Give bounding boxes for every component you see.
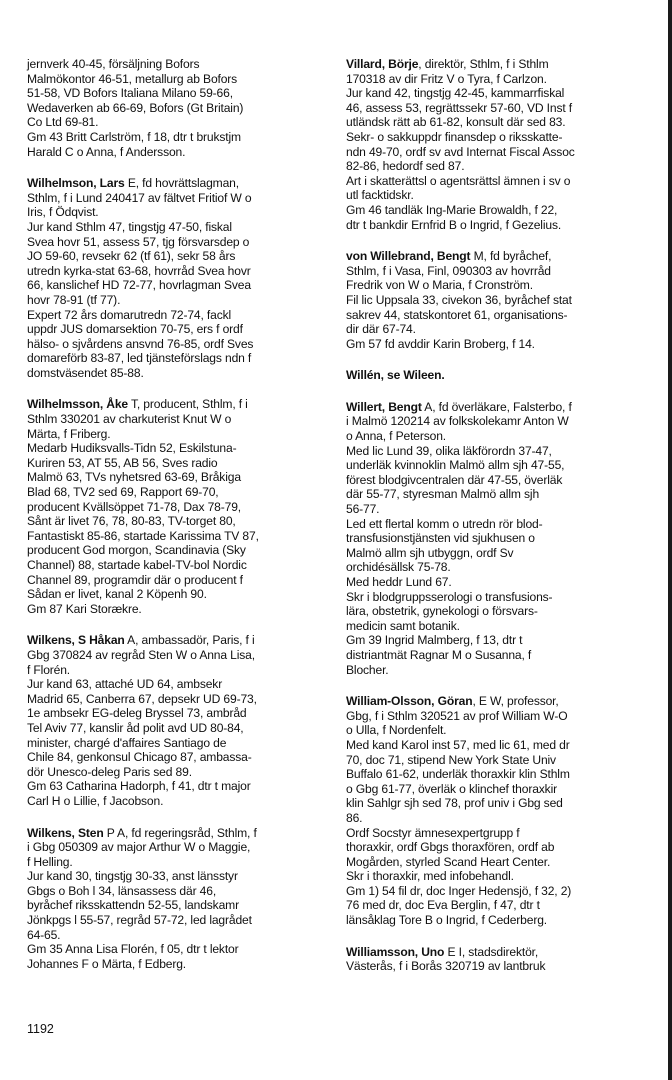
entry-line: jernverk 40-45, försäljning Bofors xyxy=(27,57,200,71)
entry-line: Gm 63 Catharina Hadorph, f 41, dtr t major xyxy=(27,779,251,794)
entry-text: , E W, professor, xyxy=(472,694,559,709)
entry-line: Buffalo 61-62, underläk thoraxkir klin Sthlm xyxy=(346,767,570,782)
entry-name: Wilhelmson, Lars xyxy=(27,176,125,191)
entry-line: dir där 67-74. xyxy=(346,322,416,337)
entry-text: P A, fd regeringsråd, Sthlm, f xyxy=(103,825,257,840)
entry-line xyxy=(27,826,327,841)
entry-line: producent God morgon, Scandinavia (Sky xyxy=(27,543,246,558)
entry-line: Mogården, styrled Scand Heart Center. xyxy=(346,854,551,869)
entry-line xyxy=(346,945,646,960)
entry-line: 66, kanslichef HD 72-77, hovrlagman Svea xyxy=(27,278,251,293)
entry-line: Ordf Socstyr ämnesexpertgrupp f xyxy=(346,825,520,840)
entry-line: 76 med dr, doc Eva Berglin, f 47, dtr t xyxy=(346,898,540,913)
entry-line: ndn 49-70, ordf sv avd Internat Fiscal Assoc xyxy=(346,144,575,159)
entry-line: Blad 68, TV2 sed 69, Rapport 69-70, xyxy=(27,485,219,500)
entry-line: Sthlm, f i Vasa, Finl, 090303 av hovrråd xyxy=(346,263,551,278)
entry-line xyxy=(346,57,646,72)
entry xyxy=(27,633,327,808)
entry xyxy=(27,57,327,159)
entry-name: Wilkens, Sten xyxy=(27,825,104,840)
entry-line: klin Sahlgr sjh sed 78, prof univ i Gbg sed xyxy=(346,796,563,811)
entry-line: Jur kand 30, tingstjg 30-33, anst länsstyr xyxy=(27,869,238,884)
entry-line: där 55-77, styresman Malmö allm sjh xyxy=(346,487,540,502)
entry-line: Malmö allm sjh utbyggn, ordf Sv xyxy=(346,545,514,560)
entry-line: medicin samt botanik. xyxy=(346,618,460,633)
entry-line xyxy=(27,633,327,648)
entry-line: utländsk rätt ab 61-82, konsult där sed 83. xyxy=(346,115,566,130)
entry-line xyxy=(27,176,327,191)
entry-line: i Malmö 120214 av folkskolekamr Anton W xyxy=(346,414,569,429)
entry-line: Tel Aviv 77, kanslir åd polit avd UD 80-84, xyxy=(27,720,244,735)
entry-line: thoraxkir, ordf Gbgs thoraxfören, ordf ab xyxy=(346,840,555,855)
entry-line: 70, doc 71, stipend New York State Univ xyxy=(346,752,556,767)
entry-line: transfusionstjänsten vid sjukhusen o xyxy=(346,531,535,546)
entry-text: , direktör, Sthlm, f i Sthlm xyxy=(418,57,549,71)
entry-line: utredn kyrka-stat 63-68, hovrråd Svea hovr xyxy=(27,263,251,278)
entry-line: hälso- o sjvårdens ansvnd 76-85, ordf Sves xyxy=(27,336,254,351)
entry-line: Med heddr Lund 67. xyxy=(346,575,452,589)
entry-line: JO 59-60, revsekr 62 (tf 61), sekr 58 års xyxy=(27,249,236,264)
entry-text: E, fd hovrättslagman, xyxy=(124,176,239,191)
entry-line: Wedaverken ab 66-69, Bofors (Gt Britain) xyxy=(27,100,244,115)
entry-line: Fantastiskt 85-86, startade Karissima TV 87, xyxy=(27,528,259,543)
entry-line: Gbg 370824 av regråd Sten W o Anna Lisa, xyxy=(27,647,255,662)
entry xyxy=(27,826,327,972)
entry-line: Gm 57 fd avddir Karin Broberg, f 14. xyxy=(346,336,535,351)
entry-line: Märta, f Friberg. xyxy=(27,426,111,441)
entry-line: Med lic Lund 39, olika läkförordn 37-47, xyxy=(346,443,552,458)
entry-line: Västerås, f i Borås 320719 av lantbruk xyxy=(346,959,546,974)
right-column xyxy=(346,57,646,991)
entry-line xyxy=(27,397,327,412)
entry-line: minister, chargé d'affaires Santiago de xyxy=(27,735,227,750)
entry-line xyxy=(346,400,646,415)
entry-line: Blocher. xyxy=(346,662,389,677)
entry-line: Sthlm 330201 av charkuterist Knut W o xyxy=(27,412,232,427)
entry-line: domareförb 83-87, led tjänsteförslags ndn f xyxy=(27,351,252,366)
entry-line: Harald C o Anna, f Andersson. xyxy=(27,144,186,159)
entry-line: Gm 1) 54 fil dr, doc Inger Hedensjö, f 32, 2) xyxy=(346,883,572,898)
entry xyxy=(346,694,646,928)
entry-line: byråchef riksskattendn 52-55, landskamr xyxy=(27,898,239,913)
page-number: 1192 xyxy=(27,1022,54,1036)
entry-name: Willert, Bengt xyxy=(346,399,422,414)
entry-name: Willén, se Wileen. xyxy=(346,368,445,383)
entry-line: distriantmät Ragnar M o Susanna, f xyxy=(346,647,532,662)
entry-line: Sådan er livet, kanal 2 Köpenh 90. xyxy=(27,587,207,602)
entry-line: o Gbg 61-77, överläk o klinchef thoraxkir xyxy=(346,781,557,796)
entry-name: von Willebrand, Bengt xyxy=(346,249,471,264)
entry xyxy=(27,176,327,380)
entry-line: förest blodgivcentralen där 47-55, överläk xyxy=(346,472,563,487)
entry-line: Sånt är livet 76, 78, 80-83, TV-torget 80, xyxy=(27,514,236,529)
entry-line: Gm 87 Kari Storækre. xyxy=(27,601,142,616)
entry-line: domstväsendet 85-88. xyxy=(27,365,144,380)
entry-line: Art i skatterättsl o agentsrättsl ämnen i sv o xyxy=(346,173,571,188)
entry-line: Skr i thoraxkir, med infobehandl. xyxy=(346,869,514,884)
entry-line: f Helling. xyxy=(27,854,73,869)
entry xyxy=(346,400,646,677)
entry-line: dtr t bankdir Ernfrid B o Ingrid, f Gezelius. xyxy=(346,217,562,232)
entry-line: Iris, f Ödqvist. xyxy=(27,205,99,220)
entry-line: Malmö 63, TVs nyhetsred 63-69, Bråkiga xyxy=(27,470,241,485)
entry-line: Skr i blodgruppsserologi o transfusions- xyxy=(346,589,553,604)
entry-line xyxy=(346,694,646,709)
entry-line: Med kand Karol inst 57, med lic 61, med dr xyxy=(346,737,570,752)
entry-line: Jönkpgs l 55-57, regråd 57-72, led lagrådet xyxy=(27,913,252,928)
entry-line: Gm 43 Britt Carlström, f 18, dtr t brukstjm xyxy=(27,129,241,144)
entry-line: Channel) 88, startade kabel-TV-bol Nordic xyxy=(27,558,247,572)
entry-line: Svea hovr 51, assess 57, tjg försvarsdep o xyxy=(27,234,250,249)
entry-text: M, fd byråchef, xyxy=(470,249,552,264)
entry-line: Gm 35 Anna Lisa Florén, f 05, dtr t lektor xyxy=(27,942,239,957)
entry-line: o Ulla, f Nordenfelt. xyxy=(346,723,447,738)
entry-line: 1e ambsekr EG-deleg Bryssel 73, ambråd xyxy=(27,706,247,721)
entry-name: Wilhelmsson, Åke xyxy=(27,397,128,412)
entry xyxy=(346,249,646,351)
entry-line: Channel 89, programdir där o producent f xyxy=(27,572,243,587)
entry-line: dör Unesco-deleg Paris sed 89. xyxy=(27,764,192,779)
page-edge-shadow xyxy=(668,0,672,1080)
entry-line: Jur kand Sthlm 47, tingstjg 47-50, fiskal xyxy=(27,219,232,234)
entry-line: sakrev 44, statskontoret 61, organisations- xyxy=(346,307,568,322)
entry-line: Fil lic Uppsala 33, civekon 36, byråchef stat xyxy=(346,292,572,307)
entry-text: A, fd överläkare, Falsterbo, f xyxy=(421,399,572,414)
entry-line: Gbgs o Boh l 34, länsassess där 46, xyxy=(27,883,217,898)
entry-line: länsåklag Tore B o Ingrid, f Cederberg. xyxy=(346,913,547,928)
entry-line: Gm 46 tandläk Ing-Marie Browaldh, f 22, xyxy=(346,202,558,217)
entry-line: Sekr- o sakkuppdr finansdep o riksskatte- xyxy=(346,129,563,144)
entry-name: Williamsson, Uno xyxy=(346,944,445,959)
entry-line: 82-86, hedordf sed 87. xyxy=(346,159,465,174)
entry-line: Led ett flertal komm o utredn rör blod- xyxy=(346,516,543,531)
entry-line: Co Ltd 69-81. xyxy=(27,115,99,130)
entry-line: uppdr JUS domarsektion 70-75, ers f ordf xyxy=(27,322,243,337)
entry-line: 64-65. xyxy=(27,927,61,942)
entry-line: utl facktidskr. xyxy=(346,188,414,203)
entry-line: f Florén. xyxy=(27,662,71,677)
left-column xyxy=(27,57,327,988)
entry-line: Sthlm, f i Lund 240417 av fältvet Fritiof W o xyxy=(27,190,252,205)
entry-line: 170318 av dir Fritz V o Tyra, f Carlzon. xyxy=(346,71,547,86)
entry-line: Malmökontor 46-51, metallurg ab Bofors xyxy=(27,71,238,86)
entry xyxy=(346,57,646,232)
entry-line: Jur kand 42, tingstjg 42-45, kammarrfiskal xyxy=(346,86,565,101)
entry-line: Kuriren 53, AT 55, AB 56, Sves radio xyxy=(27,455,218,470)
entry-line: orchidésällsk 75-78. xyxy=(346,560,451,575)
entry-text: E I, stadsdirektör, xyxy=(444,944,539,959)
entry-line: 86. xyxy=(346,810,363,825)
entry xyxy=(346,945,646,974)
entry-line: i Gbg 050309 av major Arthur W o Maggie, xyxy=(27,840,251,855)
entry-line: Fredrik von W o Maria, f Cronström. xyxy=(346,278,533,293)
entry-line: hovr 78-91 (tf 77). xyxy=(27,292,121,307)
entry xyxy=(346,368,646,383)
entry-line: underläk kvinnoklin Malmö allm sjh 47-55, xyxy=(346,458,565,473)
entry-text: A, ambassadör, Paris, f i xyxy=(124,633,255,648)
entry-line: Medarb Hudiksvalls-Tidn 52, Eskilstuna- xyxy=(27,441,237,456)
entry-line xyxy=(346,249,646,264)
entry-line: 56-77. xyxy=(346,502,380,517)
entry-line: producent Kvällsöppet 71-78, Dax 78-79, xyxy=(27,499,241,514)
entry xyxy=(27,397,327,616)
entry-line: 46, assess 53, regrättssekr 57-60, VD Inst f xyxy=(346,100,572,115)
entry-line: Chile 84, genkonsul Chicago 87, ambassa- xyxy=(27,750,252,765)
entry-line: Expert 72 års domarutredn 72-74, fackl xyxy=(27,307,232,322)
entry-line: lära, obstetrik, gynekologi o försvars- xyxy=(346,604,538,619)
entry-line: Gm 39 Ingrid Malmberg, f 13, dtr t xyxy=(346,633,523,648)
entry-line: o Anna, f Peterson. xyxy=(346,429,447,444)
entry-line: Carl H o Lillie, f Jacobson. xyxy=(27,793,164,808)
entry-line: 51-58, VD Bofors Italiana Milano 59-66, xyxy=(27,86,233,101)
entry-name: Villard, Börje xyxy=(346,57,419,71)
entry-line: Gbg, f i Sthlm 320521 av prof William W-O xyxy=(346,708,568,723)
entry-line: Johannes F o Märta, f Edberg. xyxy=(27,956,187,971)
entry-name: William-Olsson, Göran xyxy=(346,694,473,709)
entry-name: Wilkens, S Håkan xyxy=(27,633,125,648)
entry-line: Madrid 65, Canberra 67, depsekr UD 69-73, xyxy=(27,691,257,706)
entry-text: T, producent, Sthlm, f i xyxy=(128,397,248,412)
entry-line: Jur kand 63, attaché UD 64, ambsekr xyxy=(27,677,223,692)
